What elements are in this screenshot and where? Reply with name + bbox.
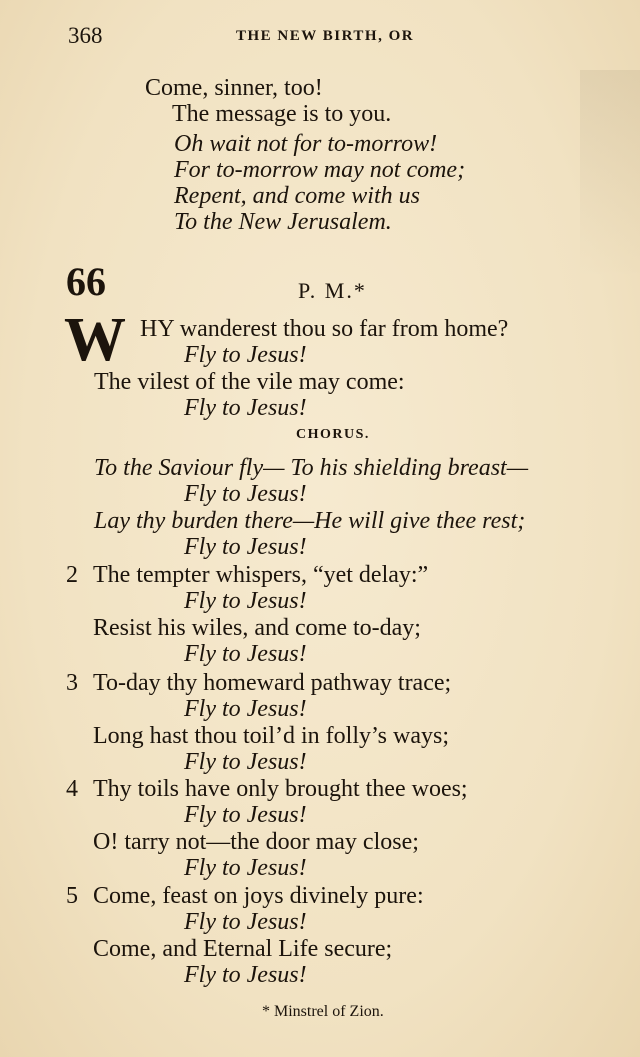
chorus-label: CHORUS.	[296, 427, 370, 442]
verse5-line-2: Fly to Jesus!	[184, 909, 307, 935]
page-number: 368	[68, 23, 103, 48]
verse-number: 5	[66, 883, 78, 909]
verse5-line-1: Come, feast on joys divinely pure:	[93, 883, 424, 909]
prev-line-6: To the New Jerusalem.	[174, 209, 392, 235]
bleed-through-shadow	[580, 70, 640, 280]
verse5-line-3: Come, and Eternal Life secure;	[93, 936, 393, 962]
verse4-line-2: Fly to Jesus!	[184, 802, 307, 828]
chorus-line-2: Fly to Jesus!	[184, 481, 307, 507]
verse2-line-2: Fly to Jesus!	[184, 588, 307, 614]
chorus-line-1: To the Saviour fly— To his shielding breast—	[94, 455, 529, 481]
verse3-line-3: Long hast thou toil’d in folly’s ways;	[93, 723, 449, 749]
verse5-line-4: Fly to Jesus!	[184, 962, 307, 988]
verse-number: 3	[66, 670, 78, 696]
prev-line-5: Repent, and come with us	[174, 183, 420, 209]
running-title: THE NEW BIRTH, OR	[236, 28, 415, 44]
prev-line-4: For to-morrow may not come;	[174, 157, 466, 183]
footnote: * Minstrel of Zion.	[262, 1003, 384, 1020]
verse3-line-2: Fly to Jesus!	[184, 696, 307, 722]
verse-number: 2	[66, 562, 78, 588]
verse4-line-1: Thy toils have only brought thee woes;	[93, 776, 468, 802]
prev-line-2: The message is to you.	[172, 101, 392, 127]
hymn-meter: P. M.*	[298, 278, 367, 303]
chorus-line-4: Fly to Jesus!	[184, 534, 307, 560]
prev-line-1: Come, sinner, too!	[145, 75, 323, 101]
hymn-number: 66	[66, 259, 106, 304]
verse1-line-3: The vilest of the vile may come:	[94, 369, 405, 395]
chorus-line-3: Lay thy burden there—He will give thee rest;	[94, 508, 526, 534]
verse3-line-4: Fly to Jesus!	[184, 749, 307, 775]
verse2-line-3: Resist his wiles, and come to-day;	[93, 615, 421, 641]
drop-cap: W	[64, 306, 126, 374]
prev-line-3: Oh wait not for to-morrow!	[174, 131, 438, 157]
verse3-line-1: To-day thy homeward pathway trace;	[93, 670, 452, 696]
verse2-line-1: The tempter whispers, “yet delay:”	[93, 562, 429, 588]
verse-number: 4	[66, 776, 78, 802]
verse1-line-1: HY wanderest thou so far from home?	[140, 316, 509, 342]
verse1-line-4: Fly to Jesus!	[184, 395, 307, 421]
verse4-line-4: Fly to Jesus!	[184, 855, 307, 881]
verse4-line-3: O! tarry not—the door may close;	[93, 829, 419, 855]
verse1-line-2: Fly to Jesus!	[184, 342, 307, 368]
verse2-line-4: Fly to Jesus!	[184, 641, 307, 667]
